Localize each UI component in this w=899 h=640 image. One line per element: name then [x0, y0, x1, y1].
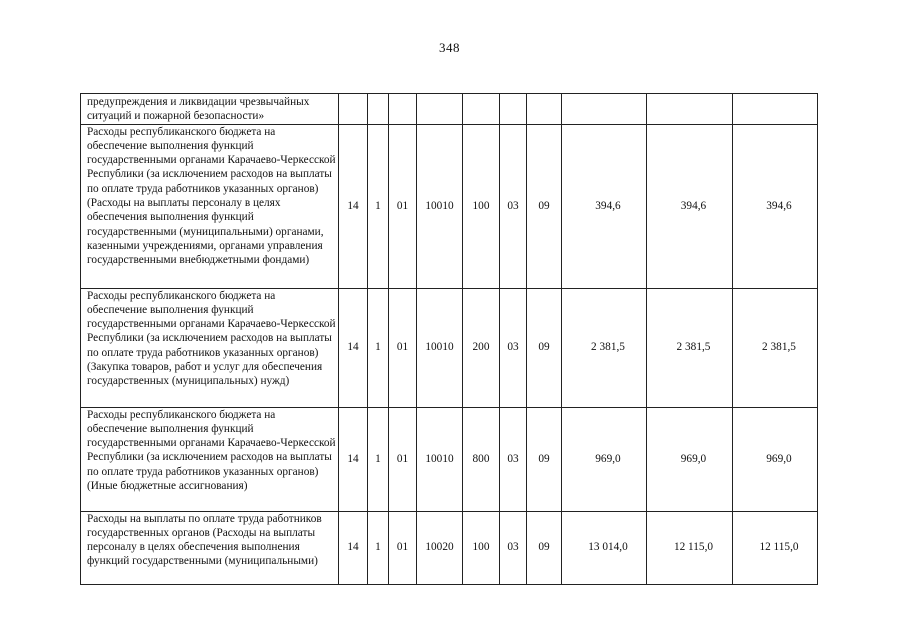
cell-code-2: 01: [389, 407, 417, 511]
cell-code-3: 10010: [417, 288, 463, 407]
cell-chapter: 14: [339, 511, 368, 584]
cell-amount-2: 394,6: [647, 124, 733, 288]
table-row: [81, 124, 818, 288]
cell-code-2: [389, 94, 417, 125]
cell-code-1: 1: [368, 407, 389, 511]
cell-code-2: 01: [389, 124, 417, 288]
cell-chapter: 14: [339, 124, 368, 288]
cell-amount-1: 13 014,0: [562, 511, 647, 584]
cell-subsection: 09: [527, 124, 562, 288]
cell-code-3: 10010: [417, 407, 463, 511]
cell-amount-3: [733, 94, 818, 125]
table-row: [81, 407, 818, 511]
table-row: [81, 94, 818, 125]
cell-amount-2: 969,0: [647, 407, 733, 511]
cell-amount-2: 12 115,0: [647, 511, 733, 584]
cell-amount-1: 2 381,5: [562, 288, 647, 407]
cell-section: 03: [500, 511, 527, 584]
cell-expense-type: 200: [463, 288, 500, 407]
cell-subsection: 09: [527, 288, 562, 407]
cell-expense-type: 800: [463, 407, 500, 511]
cell-code-3: 10010: [417, 124, 463, 288]
cell-section: 03: [500, 407, 527, 511]
cell-amount-3: 2 381,5: [733, 288, 818, 407]
budget-table: [80, 93, 818, 585]
cell-amount-1: 969,0: [562, 407, 647, 511]
cell-section: 03: [500, 124, 527, 288]
cell-amount-3: 969,0: [733, 407, 818, 511]
row-description: Расходы республиканского бюджета на обеспечение выполнения функций государственными органами Карачаево-Черкесской Республики (за исключением расходов на выплаты по оплате труда работников указанных органов) (Расходы на выплаты персоналу в целях обеспечения выполнения функций государственными (муниципальными) органами, казенными учреждениями, органами управления государственными внебюджетными фондами): [81, 124, 339, 288]
cell-code-2: 01: [389, 288, 417, 407]
cell-amount-1: [562, 94, 647, 125]
cell-amount-3: 394,6: [733, 124, 818, 288]
cell-amount-2: [647, 94, 733, 125]
cell-chapter: 14: [339, 288, 368, 407]
cell-code-1: 1: [368, 124, 389, 288]
cell-section: [500, 94, 527, 125]
cell-amount-2: 2 381,5: [647, 288, 733, 407]
table-row: [81, 288, 818, 407]
cell-code-3: [417, 94, 463, 125]
row-description: Расходы на выплаты по оплате труда работников государственных органов (Расходы на выплаты персоналу в целях обеспечения выполнения функций государственными (муниципальными): [81, 511, 339, 584]
cell-amount-1: 394,6: [562, 124, 647, 288]
cell-section: 03: [500, 288, 527, 407]
page-number: 348: [439, 40, 460, 55]
cell-expense-type: 100: [463, 511, 500, 584]
cell-expense-type: 100: [463, 124, 500, 288]
cell-subsection: 09: [527, 511, 562, 584]
row-description: Расходы республиканского бюджета на обеспечение выполнения функций государственными органами Карачаево-Черкесской Республики (за исключением расходов на выплаты по оплате труда работников указанных органов) (Закупка товаров, работ и услуг для обеспечения государственных (муниципальных) нужд): [81, 288, 339, 407]
cell-code-3: 10020: [417, 511, 463, 584]
cell-chapter: [339, 94, 368, 125]
table-row: [81, 511, 818, 584]
cell-code-1: [368, 94, 389, 125]
cell-code-1: 1: [368, 288, 389, 407]
cell-chapter: 14: [339, 407, 368, 511]
cell-amount-3: 12 115,0: [733, 511, 818, 584]
row-description: Расходы республиканского бюджета на обеспечение выполнения функций государственными органами Карачаево-Черкесской Республики (за исключением расходов на выплаты по оплате труда работников указанных органов) (Иные бюджетные ассигнования): [81, 407, 339, 511]
cell-subsection: [527, 94, 562, 125]
table-body: [81, 94, 818, 585]
cell-subsection: 09: [527, 407, 562, 511]
cell-code-2: 01: [389, 511, 417, 584]
row-description: предупреждения и ликвидации чрезвычайных ситуаций и пожарной безопасности»: [81, 94, 339, 125]
cell-expense-type: [463, 94, 500, 125]
cell-code-1: 1: [368, 511, 389, 584]
